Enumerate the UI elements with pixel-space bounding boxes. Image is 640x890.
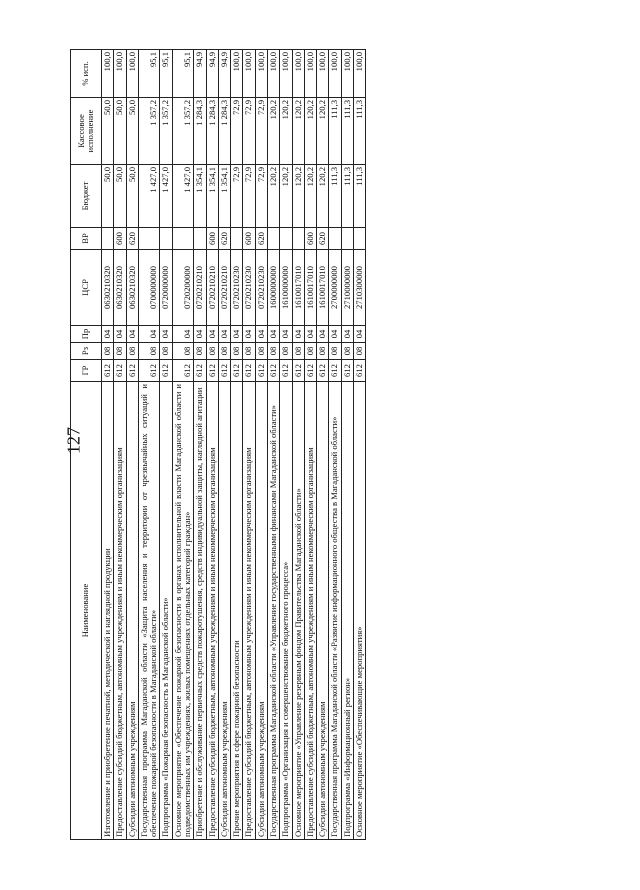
table-row <box>194 50 206 840</box>
row-cash: 120,2 <box>267 98 279 165</box>
row-cash: 50,0 <box>126 98 138 165</box>
header-cash: Кассовое исполнение <box>71 98 102 165</box>
row-vr: 620 <box>218 228 230 250</box>
row-gr: 612 <box>206 360 218 382</box>
table-row <box>341 50 353 840</box>
row-name: Предоставление субсидий бюджетным, автономным учреждениям и иным некоммерческим организациям <box>114 382 126 840</box>
row-pr: 04 <box>353 326 365 343</box>
row-rz: 08 <box>102 343 114 360</box>
table-row <box>243 50 255 840</box>
row-budget: 1 354,1 <box>194 165 206 228</box>
page-number: 127 <box>63 427 84 454</box>
row-rz: 08 <box>206 343 218 360</box>
header-vr: ВР <box>71 228 102 250</box>
row-budget: 111,3 <box>341 165 353 228</box>
row-rz: 08 <box>126 343 138 360</box>
header-pr: Пр <box>71 326 102 343</box>
row-budget: 120,2 <box>280 165 292 228</box>
row-gr: 612 <box>243 360 255 382</box>
row-vr <box>102 228 114 250</box>
row-csr: 1610000000 <box>280 250 292 326</box>
row-cash: 111,3 <box>353 98 365 165</box>
row-gr: 612 <box>194 360 206 382</box>
table-row <box>304 50 316 840</box>
row-vr <box>194 228 206 250</box>
row-cash: 72,9 <box>255 98 267 165</box>
row-pr: 04 <box>317 326 329 343</box>
row-rz: 08 <box>353 343 365 360</box>
row-gr: 612 <box>341 360 353 382</box>
row-csr: 1600000000 <box>267 250 279 326</box>
row-vr: 620 <box>255 228 267 250</box>
row-pct: 100,0 <box>267 50 279 98</box>
row-pct: 100,0 <box>126 50 138 98</box>
row-pct: 94,9 <box>206 50 218 98</box>
row-vr <box>138 228 160 250</box>
table-row <box>231 50 243 840</box>
row-rz: 08 <box>280 343 292 360</box>
table-row <box>218 50 230 840</box>
row-cash: 1 357,2 <box>160 98 172 165</box>
row-pct: 100,0 <box>304 50 316 98</box>
header-rz: Рз <box>71 343 102 360</box>
row-csr: 2710300000 <box>353 250 365 326</box>
row-pct: 100,0 <box>292 50 304 98</box>
row-name: Основное мероприятие «Обеспечивающие мероприятия» <box>353 382 365 840</box>
row-rz: 08 <box>114 343 126 360</box>
row-rz: 08 <box>304 343 316 360</box>
row-name: Подпрограмма «Организация и совершенствование бюджетного процесса» <box>280 382 292 840</box>
row-rz: 08 <box>341 343 353 360</box>
budget-table <box>70 49 366 840</box>
header-gr: ГР <box>71 360 102 382</box>
table-row <box>138 50 160 840</box>
row-pr: 04 <box>126 326 138 343</box>
row-name: Подпрограмма «Пожарная безопасность в Магаданской области» <box>160 382 172 840</box>
row-name: Основное мероприятие «Обеспечение пожарной безопасности в органах исполнительной власти Магаданской области и подведомственных им учреждениях, жилых помещениях отдельных категорий граждан» <box>172 382 194 840</box>
row-budget: 1 427,0 <box>160 165 172 228</box>
row-rz: 08 <box>267 343 279 360</box>
row-pr: 04 <box>194 326 206 343</box>
row-budget: 120,2 <box>292 165 304 228</box>
row-pr: 04 <box>218 326 230 343</box>
row-pct: 94,9 <box>218 50 230 98</box>
row-pct: 95,1 <box>160 50 172 98</box>
row-cash: 72,9 <box>231 98 243 165</box>
row-rz: 08 <box>160 343 172 360</box>
row-gr: 612 <box>353 360 365 382</box>
row-csr: 1610017010 <box>317 250 329 326</box>
row-budget: 50,0 <box>102 165 114 228</box>
row-csr: 0630210320 <box>114 250 126 326</box>
header-name: Наименование <box>71 382 102 840</box>
row-pct: 94,9 <box>194 50 206 98</box>
row-pr: 04 <box>138 326 160 343</box>
row-budget: 120,2 <box>304 165 316 228</box>
row-pr: 04 <box>102 326 114 343</box>
row-vr: 600 <box>243 228 255 250</box>
row-pct: 100,0 <box>353 50 365 98</box>
row-budget: 111,3 <box>353 165 365 228</box>
row-cash: 111,3 <box>341 98 353 165</box>
row-rz: 08 <box>172 343 194 360</box>
row-pct: 100,0 <box>243 50 255 98</box>
row-budget: 1 354,1 <box>206 165 218 228</box>
row-budget: 50,0 <box>114 165 126 228</box>
row-cash: 120,2 <box>292 98 304 165</box>
row-rz: 08 <box>231 343 243 360</box>
row-vr <box>231 228 243 250</box>
row-gr: 612 <box>102 360 114 382</box>
row-pr: 04 <box>160 326 172 343</box>
row-pr: 04 <box>280 326 292 343</box>
row-csr: 0720210230 <box>243 250 255 326</box>
row-budget: 50,0 <box>126 165 138 228</box>
row-pct: 100,0 <box>114 50 126 98</box>
row-cash: 1 284,3 <box>206 98 218 165</box>
row-csr: 0630210320 <box>102 250 114 326</box>
row-csr: 0720200000 <box>172 250 194 326</box>
row-pr: 04 <box>243 326 255 343</box>
row-pct: 100,0 <box>341 50 353 98</box>
row-name: Предоставление субсидий бюджетным, автономным учреждениям и иным некоммерческим организациям <box>206 382 218 840</box>
row-rz: 08 <box>329 343 341 360</box>
row-gr: 612 <box>114 360 126 382</box>
row-rz: 08 <box>138 343 160 360</box>
row-pr: 04 <box>172 326 194 343</box>
row-vr <box>160 228 172 250</box>
table-row <box>255 50 267 840</box>
row-pct: 95,1 <box>138 50 160 98</box>
row-name: Государственная программа Магаданской области «Защита населения и территории от чрезвычайных ситуаций и обеспечение пожарной безопасности в Магаданской области» <box>138 382 160 840</box>
row-csr: 0720210210 <box>218 250 230 326</box>
row-pct: 100,0 <box>102 50 114 98</box>
table-row <box>267 50 279 840</box>
row-cash: 111,3 <box>329 98 341 165</box>
row-cash: 1 357,2 <box>138 98 160 165</box>
row-gr: 612 <box>280 360 292 382</box>
row-cash: 72,9 <box>243 98 255 165</box>
row-budget: 1 427,0 <box>138 165 160 228</box>
row-rz: 08 <box>194 343 206 360</box>
row-name: Предоставление субсидий бюджетным, автономным учреждениям и иным некоммерческим организациям <box>304 382 316 840</box>
row-name: Изготовление и приобретение печатной, методической и наглядной продукции <box>102 382 114 840</box>
row-vr: 620 <box>126 228 138 250</box>
row-gr: 612 <box>292 360 304 382</box>
row-rz: 08 <box>243 343 255 360</box>
row-cash: 120,2 <box>304 98 316 165</box>
row-gr: 612 <box>126 360 138 382</box>
row-pct: 100,0 <box>329 50 341 98</box>
row-csr: 0720210230 <box>255 250 267 326</box>
table-row <box>292 50 304 840</box>
row-vr <box>329 228 341 250</box>
row-name: Прочие мероприятия в сфере пожарной безопасности <box>231 382 243 840</box>
row-rz: 08 <box>292 343 304 360</box>
row-pct: 100,0 <box>255 50 267 98</box>
row-gr: 612 <box>172 360 194 382</box>
row-budget: 120,2 <box>267 165 279 228</box>
row-name: Подпрограмма «Информационный регион» <box>341 382 353 840</box>
row-csr: 0630210320 <box>126 250 138 326</box>
row-budget: 1 354,1 <box>218 165 230 228</box>
row-cash: 120,2 <box>317 98 329 165</box>
table-row <box>160 50 172 840</box>
row-csr: 2700000000 <box>329 250 341 326</box>
row-gr: 612 <box>218 360 230 382</box>
row-vr: 620 <box>317 228 329 250</box>
table-row <box>317 50 329 840</box>
row-vr: 600 <box>304 228 316 250</box>
row-rz: 08 <box>317 343 329 360</box>
table-row <box>329 50 341 840</box>
row-csr: 1610017010 <box>304 250 316 326</box>
header-pct: % исп. <box>71 50 102 98</box>
row-csr: 1610017010 <box>292 250 304 326</box>
row-gr: 612 <box>231 360 243 382</box>
row-pct: 100,0 <box>280 50 292 98</box>
row-pr: 04 <box>304 326 316 343</box>
row-name: Государственная программа Магаданской области «Управление государственными финансами Магаданской области» <box>267 382 279 840</box>
row-vr <box>353 228 365 250</box>
row-csr: 0720210210 <box>206 250 218 326</box>
row-budget: 120,2 <box>317 165 329 228</box>
row-name: Субсидии автономным учреждениям <box>126 382 138 840</box>
header-budget: Бюджет <box>71 165 102 228</box>
row-cash: 1 284,3 <box>218 98 230 165</box>
row-pr: 04 <box>231 326 243 343</box>
row-cash: 120,2 <box>280 98 292 165</box>
row-rz: 08 <box>255 343 267 360</box>
row-vr: 600 <box>206 228 218 250</box>
row-pr: 04 <box>267 326 279 343</box>
row-csr: 0700000000 <box>138 250 160 326</box>
row-vr <box>341 228 353 250</box>
row-budget: 1 427,0 <box>172 165 194 228</box>
row-vr <box>267 228 279 250</box>
row-pr: 04 <box>114 326 126 343</box>
row-cash: 1 357,2 <box>172 98 194 165</box>
row-gr: 612 <box>138 360 160 382</box>
row-gr: 612 <box>255 360 267 382</box>
row-csr: 0720210210 <box>194 250 206 326</box>
rotated-table-container <box>70 50 570 840</box>
row-budget: 72,9 <box>231 165 243 228</box>
row-rz: 08 <box>218 343 230 360</box>
table-row <box>206 50 218 840</box>
row-pr: 04 <box>329 326 341 343</box>
row-cash: 1 284,3 <box>194 98 206 165</box>
row-pr: 04 <box>292 326 304 343</box>
row-name: Предоставление субсидий бюджетным, автономным учреждениям и иным некоммерческим организациям <box>243 382 255 840</box>
table-row <box>114 50 126 840</box>
row-pr: 04 <box>341 326 353 343</box>
table-row <box>353 50 365 840</box>
row-pr: 04 <box>255 326 267 343</box>
table-row <box>126 50 138 840</box>
row-gr: 612 <box>304 360 316 382</box>
row-gr: 612 <box>317 360 329 382</box>
row-pct: 100,0 <box>317 50 329 98</box>
row-vr <box>172 228 194 250</box>
row-name: Субсидии автономным учреждениям <box>317 382 329 840</box>
row-csr: 0720210230 <box>231 250 243 326</box>
row-budget: 111,3 <box>329 165 341 228</box>
row-name: Основное мероприятие «Управление резервным фондом Правительства Магаданской области» <box>292 382 304 840</box>
row-budget: 72,9 <box>255 165 267 228</box>
row-vr <box>280 228 292 250</box>
row-vr <box>292 228 304 250</box>
row-name: Субсидии автономным учреждениям <box>218 382 230 840</box>
row-gr: 612 <box>160 360 172 382</box>
table-row <box>102 50 114 840</box>
row-name: Государственная программа Магаданской области «Развитие информационного общества в Магаданской области» <box>329 382 341 840</box>
row-pct: 95,1 <box>172 50 194 98</box>
row-csr: 0720000000 <box>160 250 172 326</box>
row-cash: 50,0 <box>102 98 114 165</box>
table-header-row <box>71 50 102 840</box>
row-gr: 612 <box>267 360 279 382</box>
row-name: Приобретение и обслуживание первичных средств пожаротушения, средств индивидуальной защиты, наглядной агитации <box>194 382 206 840</box>
row-csr: 2710000000 <box>341 250 353 326</box>
row-gr: 612 <box>329 360 341 382</box>
row-pct: 100,0 <box>231 50 243 98</box>
row-name: Субсидии автономным учреждениям <box>255 382 267 840</box>
row-pr: 04 <box>206 326 218 343</box>
row-budget: 72,9 <box>243 165 255 228</box>
table-row <box>172 50 194 840</box>
header-csr: ЦСР <box>71 250 102 326</box>
row-vr: 600 <box>114 228 126 250</box>
table-row <box>280 50 292 840</box>
row-cash: 50,0 <box>114 98 126 165</box>
